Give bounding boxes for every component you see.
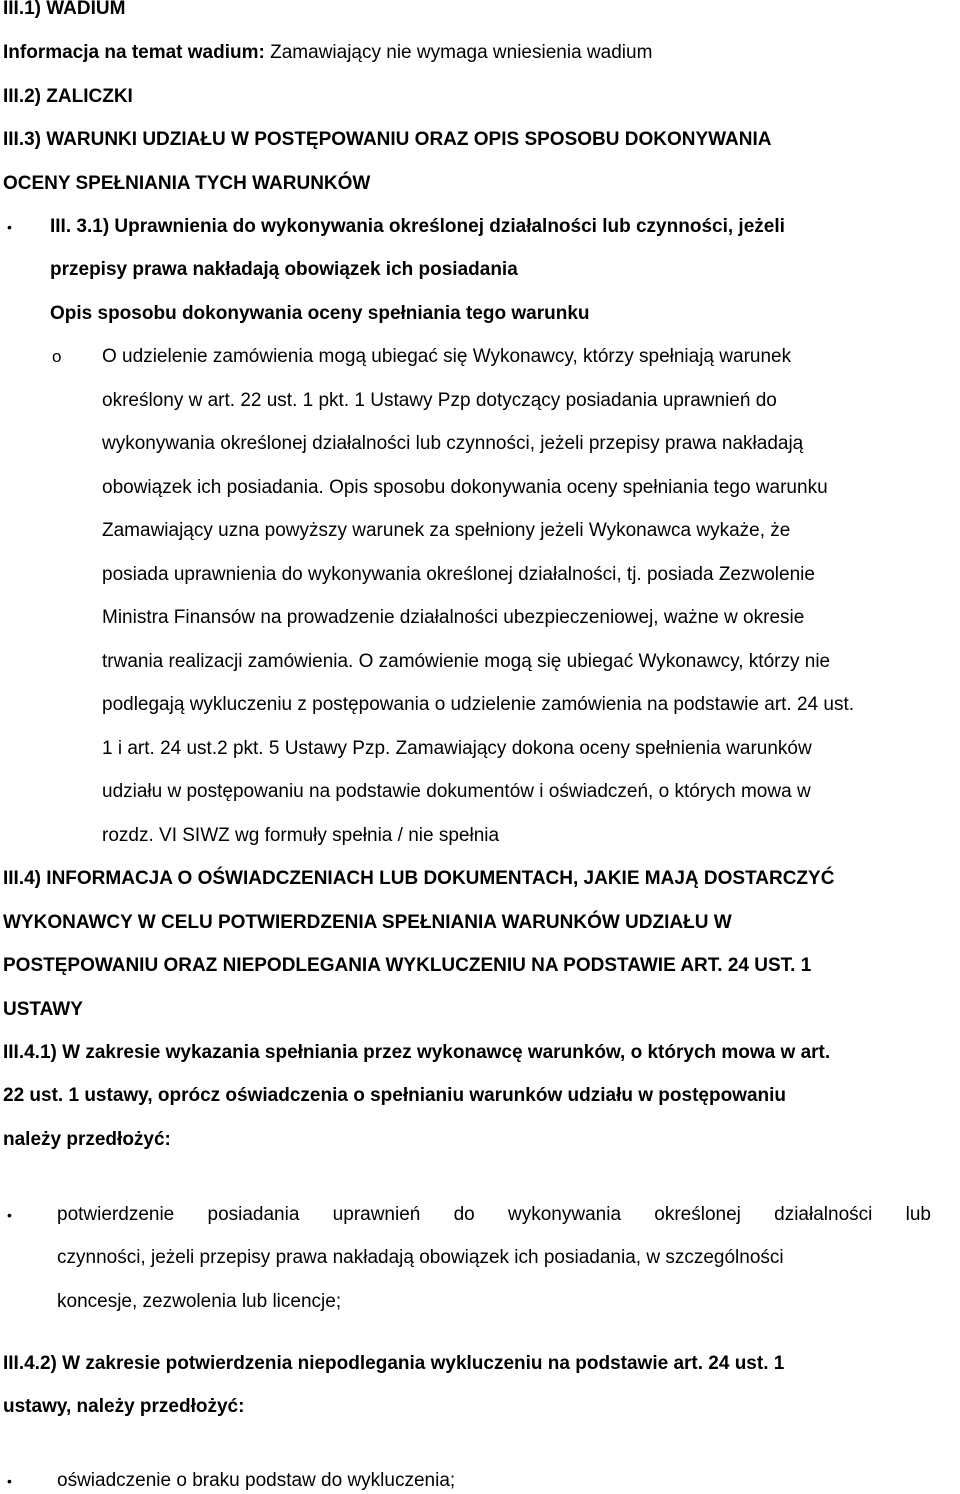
document-item-line1: potwierdzenie posiadania uprawnień do wykonywania określonej działalności lub (57, 1204, 931, 1225)
condition-body-line12: rozdz. VI SIWZ wg formuły spełnia / nie spełnia (102, 825, 500, 846)
wadium-info-label: Informacja na temat wadium: (3, 42, 265, 63)
condition-title-line2: przepisy prawa nakładają obowiązek ich posiadania (50, 259, 518, 280)
condition-body-line1: O udzielenie zamówienia mogą ubiegać się Wykonawcy, którzy spełniają warunek (102, 346, 792, 367)
condition-body-line11: udziału w postępowaniu na podstawie dokumentów i oświadczeń, o których mowa w (102, 781, 811, 802)
subsection-heading-4-2-line2: ustawy, należy przedłożyć: (3, 1396, 245, 1417)
subsection-heading-4-1-line2: 22 ust. 1 ustawy, oprócz oświadczenia o spełnianiu warunków udziału w postępowaniu (3, 1085, 787, 1106)
section-heading-oswiadczenia-line2: WYKONAWCY W CELU POTWIERDZENIA SPEŁNIANIA WARUNKÓW UDZIAŁU W (3, 912, 732, 933)
condition-subtitle: Opis sposobu dokonywania oceny spełniania tego warunku (50, 303, 590, 324)
condition-body-line6: posiada uprawnienia do wykonywania określonej działalności, tj. posiada Zezwolenie (102, 564, 815, 585)
list-bullet: • (7, 219, 12, 235)
condition-body-line8: trwania realizacji zamówienia. O zamówienie mogą się ubiegać Wykonawcy, którzy nie (102, 651, 831, 672)
list-bullet: • (7, 1473, 12, 1489)
condition-body-line5: Zamawiający uzna powyższy warunek za spełniony jeżeli Wykonawca wykaże, że (102, 520, 791, 541)
section-heading-oswiadczenia-line1: III.4) INFORMACJA O OŚWIADCZENIACH LUB DOKUMENTACH, JAKIE MAJĄ DOSTARCZYĆ (3, 868, 835, 889)
list-bullet: • (7, 1207, 12, 1223)
condition-lead: III. 3. (50, 216, 93, 237)
section-heading-warunki-line1: III.3) WARUNKI UDZIAŁU W POSTĘPOWANIU ORAZ OPIS SPOSOBU DOKONYWANIA (3, 129, 772, 150)
condition-body-line2: określony w art. 22 ust. 1 pkt. 1 Ustawy Pzp dotyczący posiadania uprawnień do (102, 390, 777, 411)
condition-title-line1 (50, 216, 785, 238)
section-heading-zaliczki: III.2) ZALICZKI (3, 86, 133, 107)
document-item-line3: koncesje, zezwolenia lub licencje; (57, 1291, 342, 1312)
subsection-heading-4-1-line3: należy przedłożyć: (3, 1129, 171, 1150)
section-heading-wadium: III.1) WADIUM (3, 0, 126, 19)
exclusion-statement-item: oświadczenie o braku podstaw do wykluczenia; (57, 1470, 456, 1491)
condition-body-line7: Ministra Finansów na prowadzenie działalności ubezpieczeniowej, ważne w okresie (102, 607, 805, 628)
condition-title: 1) Uprawnienia do wykonywania określonej działalności lub czynności, jeżeli (92, 216, 785, 237)
condition-body-line10: 1 i art. 24 ust.2 pkt. 5 Ustawy Pzp. Zamawiający dokona oceny spełnienia warunków (102, 738, 812, 759)
condition-body-line3: wykonywania określonej działalności lub czynności, jeżeli przepisy prawa nakładają (102, 433, 804, 454)
subsection-heading-4-1-line1: III.4.1) W zakresie wykazania spełniania przez wykonawcę warunków, o których mowa w art. (3, 1042, 831, 1063)
document-item-line2: czynności, jeżeli przepisy prawa nakładają obowiązek ich posiadania, w szczególności (57, 1247, 784, 1268)
section-heading-warunki-line2: OCENY SPEŁNIANIA TYCH WARUNKÓW (3, 173, 371, 194)
condition-body-line9: podlegają wykluczeniu z postępowania o udzielenie zamówienia na podstawie art. 24 ust. (102, 694, 855, 715)
section-heading-oswiadczenia-line4: USTAWY (3, 999, 83, 1020)
subsection-heading-4-2-line1: III.4.2) W zakresie potwierdzenia niepodlegania wykluczeniu na podstawie art. 24 ust. 1 (3, 1353, 785, 1374)
condition-body-line4: obowiązek ich posiadania. Opis sposobu dokonywania oceny spełniania tego warunku (102, 477, 828, 498)
section-heading-oswiadczenia-line3: POSTĘPOWANIU ORAZ NIEPODLEGANIA WYKLUCZENIU NA PODSTAWIE ART. 24 UST. 1 (3, 955, 812, 976)
wadium-info-value: Zamawiający nie wymaga wniesienia wadium (264, 42, 653, 63)
sub-bullet: o (52, 347, 62, 366)
wadium-info (3, 42, 652, 64)
